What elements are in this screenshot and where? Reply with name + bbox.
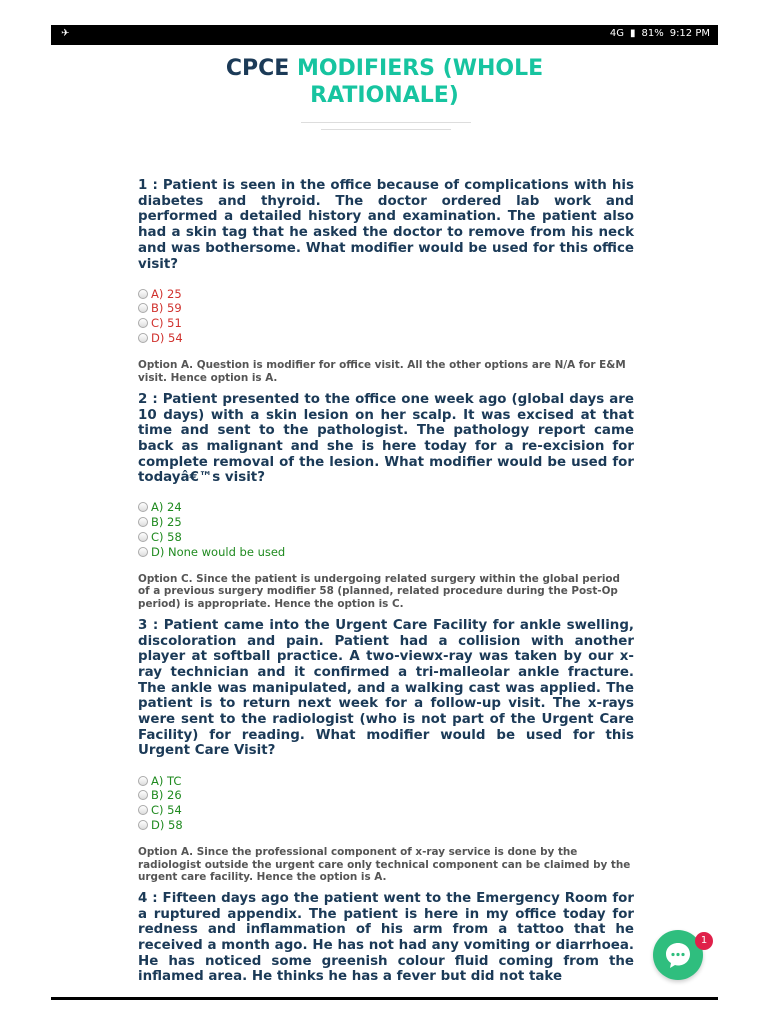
radio-icon[interactable]	[138, 547, 148, 557]
status-bar	[51, 25, 718, 45]
option-c[interactable]: C) 58	[138, 530, 634, 545]
radio-icon[interactable]	[138, 303, 148, 313]
option-d[interactable]: D) 58	[138, 818, 634, 833]
radio-icon[interactable]	[138, 502, 148, 512]
question-text: 3 : Patient came into the Urgent Care Facility for ankle swelling, discoloration and pain. Patient had a collision with another player at softball practice. A two-viewx-ray was taken by our x-ray technician and it confirmed a tri-malleolar ankle fracture. The ankle was manipulated, and a walking cast was applied. The patient is to return next week for a follow-up visit. The x-rays were sent to the radiologist (who is not part of the Urgent Care Facility) for reading. What modifier would be used for this Urgent Care Visit?	[138, 617, 634, 759]
clock: 9:12 PM	[669, 28, 710, 39]
radio-icon[interactable]	[138, 820, 148, 830]
explanation: Option A. Question is modifier for office visit. All the other options are N/A for E&M visit. Hence option is A.	[138, 359, 626, 384]
explanation: Option A. Since the professional component of x-ray service is done by the radiologist outside the urgent care only technical component can be claimed by the urgent care facility. Hence the option is A.	[138, 846, 631, 883]
explanation: Option C. Since the patient is undergoing related surgery within the global period of a previous surgery modifier 58 (planned, related procedure during the Post-Op period) is appropriate. Hence the option is C.	[138, 573, 620, 610]
question-block-3	[138, 618, 634, 883]
radio-icon[interactable]	[138, 776, 148, 786]
option-a[interactable]: A) 24	[138, 500, 634, 515]
options-list	[138, 286, 634, 345]
page-viewport[interactable]	[51, 45, 718, 997]
title-divider	[301, 122, 471, 123]
option-b[interactable]: B) 59	[138, 301, 634, 316]
radio-icon[interactable]	[138, 790, 148, 800]
option-c[interactable]: C) 54	[138, 803, 634, 818]
radio-icon[interactable]	[138, 532, 148, 542]
option-a[interactable]: A) 25	[138, 286, 634, 301]
option-b[interactable]: B) 25	[138, 515, 634, 530]
network-label: 4G	[609, 28, 624, 39]
question-block-4	[138, 891, 634, 985]
signal-icon: ▮	[629, 28, 636, 39]
option-c[interactable]: C) 51	[138, 316, 634, 331]
bottom-bar	[51, 997, 718, 1000]
option-d[interactable]: D) None would be used	[138, 544, 634, 559]
radio-icon[interactable]	[138, 333, 148, 343]
question-text: 1 : Patient is seen in the office because of complications with his diabetes and thyroid. The doctor ordered lab work and performed a detailed history and examination. The patient also had a skin tag that he asked the doctor to remove from his neck and was bothersome. What modifier would be used for this office visit?	[138, 178, 634, 272]
option-d[interactable]: D) 54	[138, 331, 634, 346]
radio-icon[interactable]	[138, 517, 148, 527]
quiz-content	[138, 178, 634, 993]
page-title: CPCE MODIFIERS (WHOLE RATIONALE)	[225, 56, 544, 108]
options-list	[138, 773, 634, 832]
chat-bubble-icon	[663, 940, 693, 970]
radio-icon[interactable]	[138, 289, 148, 299]
question-text: 4 : Fifteen days ago the patient went to the Emergency Room for a ruptured appendix. The patient is here in my office today for redness and inflammation of his arm from a tattoo that he received a month ago. He has not had any vomiting or diarrhoea. He has noticed some greenish colour fluid coming from the inflamed area. He thinks he has a fever but did not take	[138, 890, 634, 985]
question-block-1	[138, 178, 634, 384]
radio-icon[interactable]	[138, 318, 148, 328]
option-a[interactable]: A) TC	[138, 773, 634, 788]
battery-level: 81%	[641, 28, 664, 39]
title-divider-2	[321, 129, 451, 130]
options-list	[138, 500, 634, 559]
chat-notification-badge: 1	[695, 932, 713, 950]
question-block-2	[138, 392, 634, 610]
question-text: 2 : Patient presented to the office one week ago (global days are 10 days) with a skin lesion on her scalp. It was excised at that time and sent to the pathologist. The pathology report came back as malignant and she is here today for a re-excision for complete removal of the lesion. What modifier would be used for todayâ€™s visit?	[138, 391, 634, 486]
option-b[interactable]: B) 26	[138, 788, 634, 803]
notification-icon: ✈	[61, 28, 70, 39]
radio-icon[interactable]	[138, 805, 148, 815]
